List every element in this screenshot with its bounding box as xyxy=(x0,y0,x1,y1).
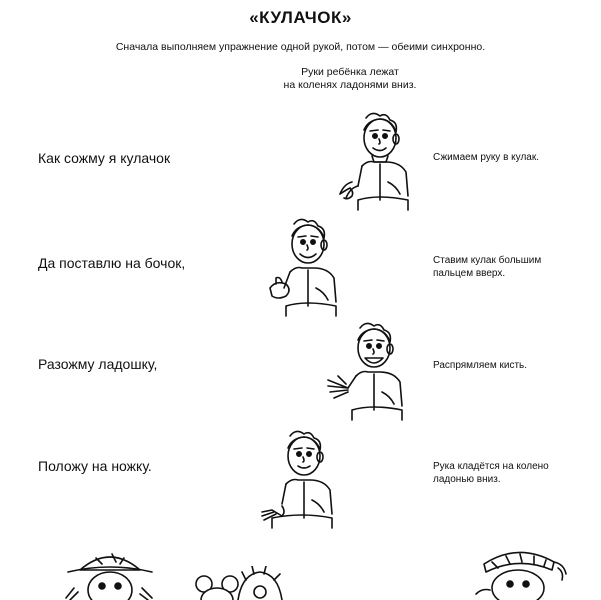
rhyme-line-1: Как сожму я кулачок xyxy=(38,150,171,166)
action-3-line-1: Распрямляем кисть. xyxy=(433,360,528,371)
pirate-icon xyxy=(468,544,572,600)
rhyme-line-3: Разожму ладошку, xyxy=(38,356,158,372)
action-4-line-1: Рука кладётся на колено xyxy=(433,461,549,472)
action-3 xyxy=(433,359,527,372)
scarecrow-icon xyxy=(62,548,158,600)
starting-pose xyxy=(220,66,480,92)
pose-line-1: Руки ребёнка лежат xyxy=(301,66,399,78)
page-title: «КУЛАЧОК» xyxy=(249,8,352,27)
boy-palm-on-knee-icon xyxy=(252,426,338,530)
action-1-line-1: Сжимаем руку в кулак. xyxy=(433,152,539,163)
boy-fist-sideways-icon xyxy=(256,214,342,318)
boy-open-palm-icon xyxy=(322,318,408,422)
action-2-line-1: Ставим кулак большим xyxy=(433,255,542,266)
action-4 xyxy=(433,460,549,486)
action-2-line-2: пальцем вверх. xyxy=(433,268,506,279)
boy-fist-icon xyxy=(328,108,414,212)
rhyme-line-2: Да поставлю на бочок, xyxy=(38,255,186,271)
hedgehog-icon xyxy=(232,566,286,600)
action-2 xyxy=(433,254,541,280)
rhyme-line-4: Положу на ножку. xyxy=(38,458,152,474)
pose-line-2: на коленях ладонями вниз. xyxy=(283,79,417,91)
action-1 xyxy=(433,151,539,164)
intro-text: Сначала выполняем упражнение одной рукой, потом — обеими синхронно. xyxy=(115,41,486,53)
action-4-line-2: ладонью вниз. xyxy=(433,474,501,485)
